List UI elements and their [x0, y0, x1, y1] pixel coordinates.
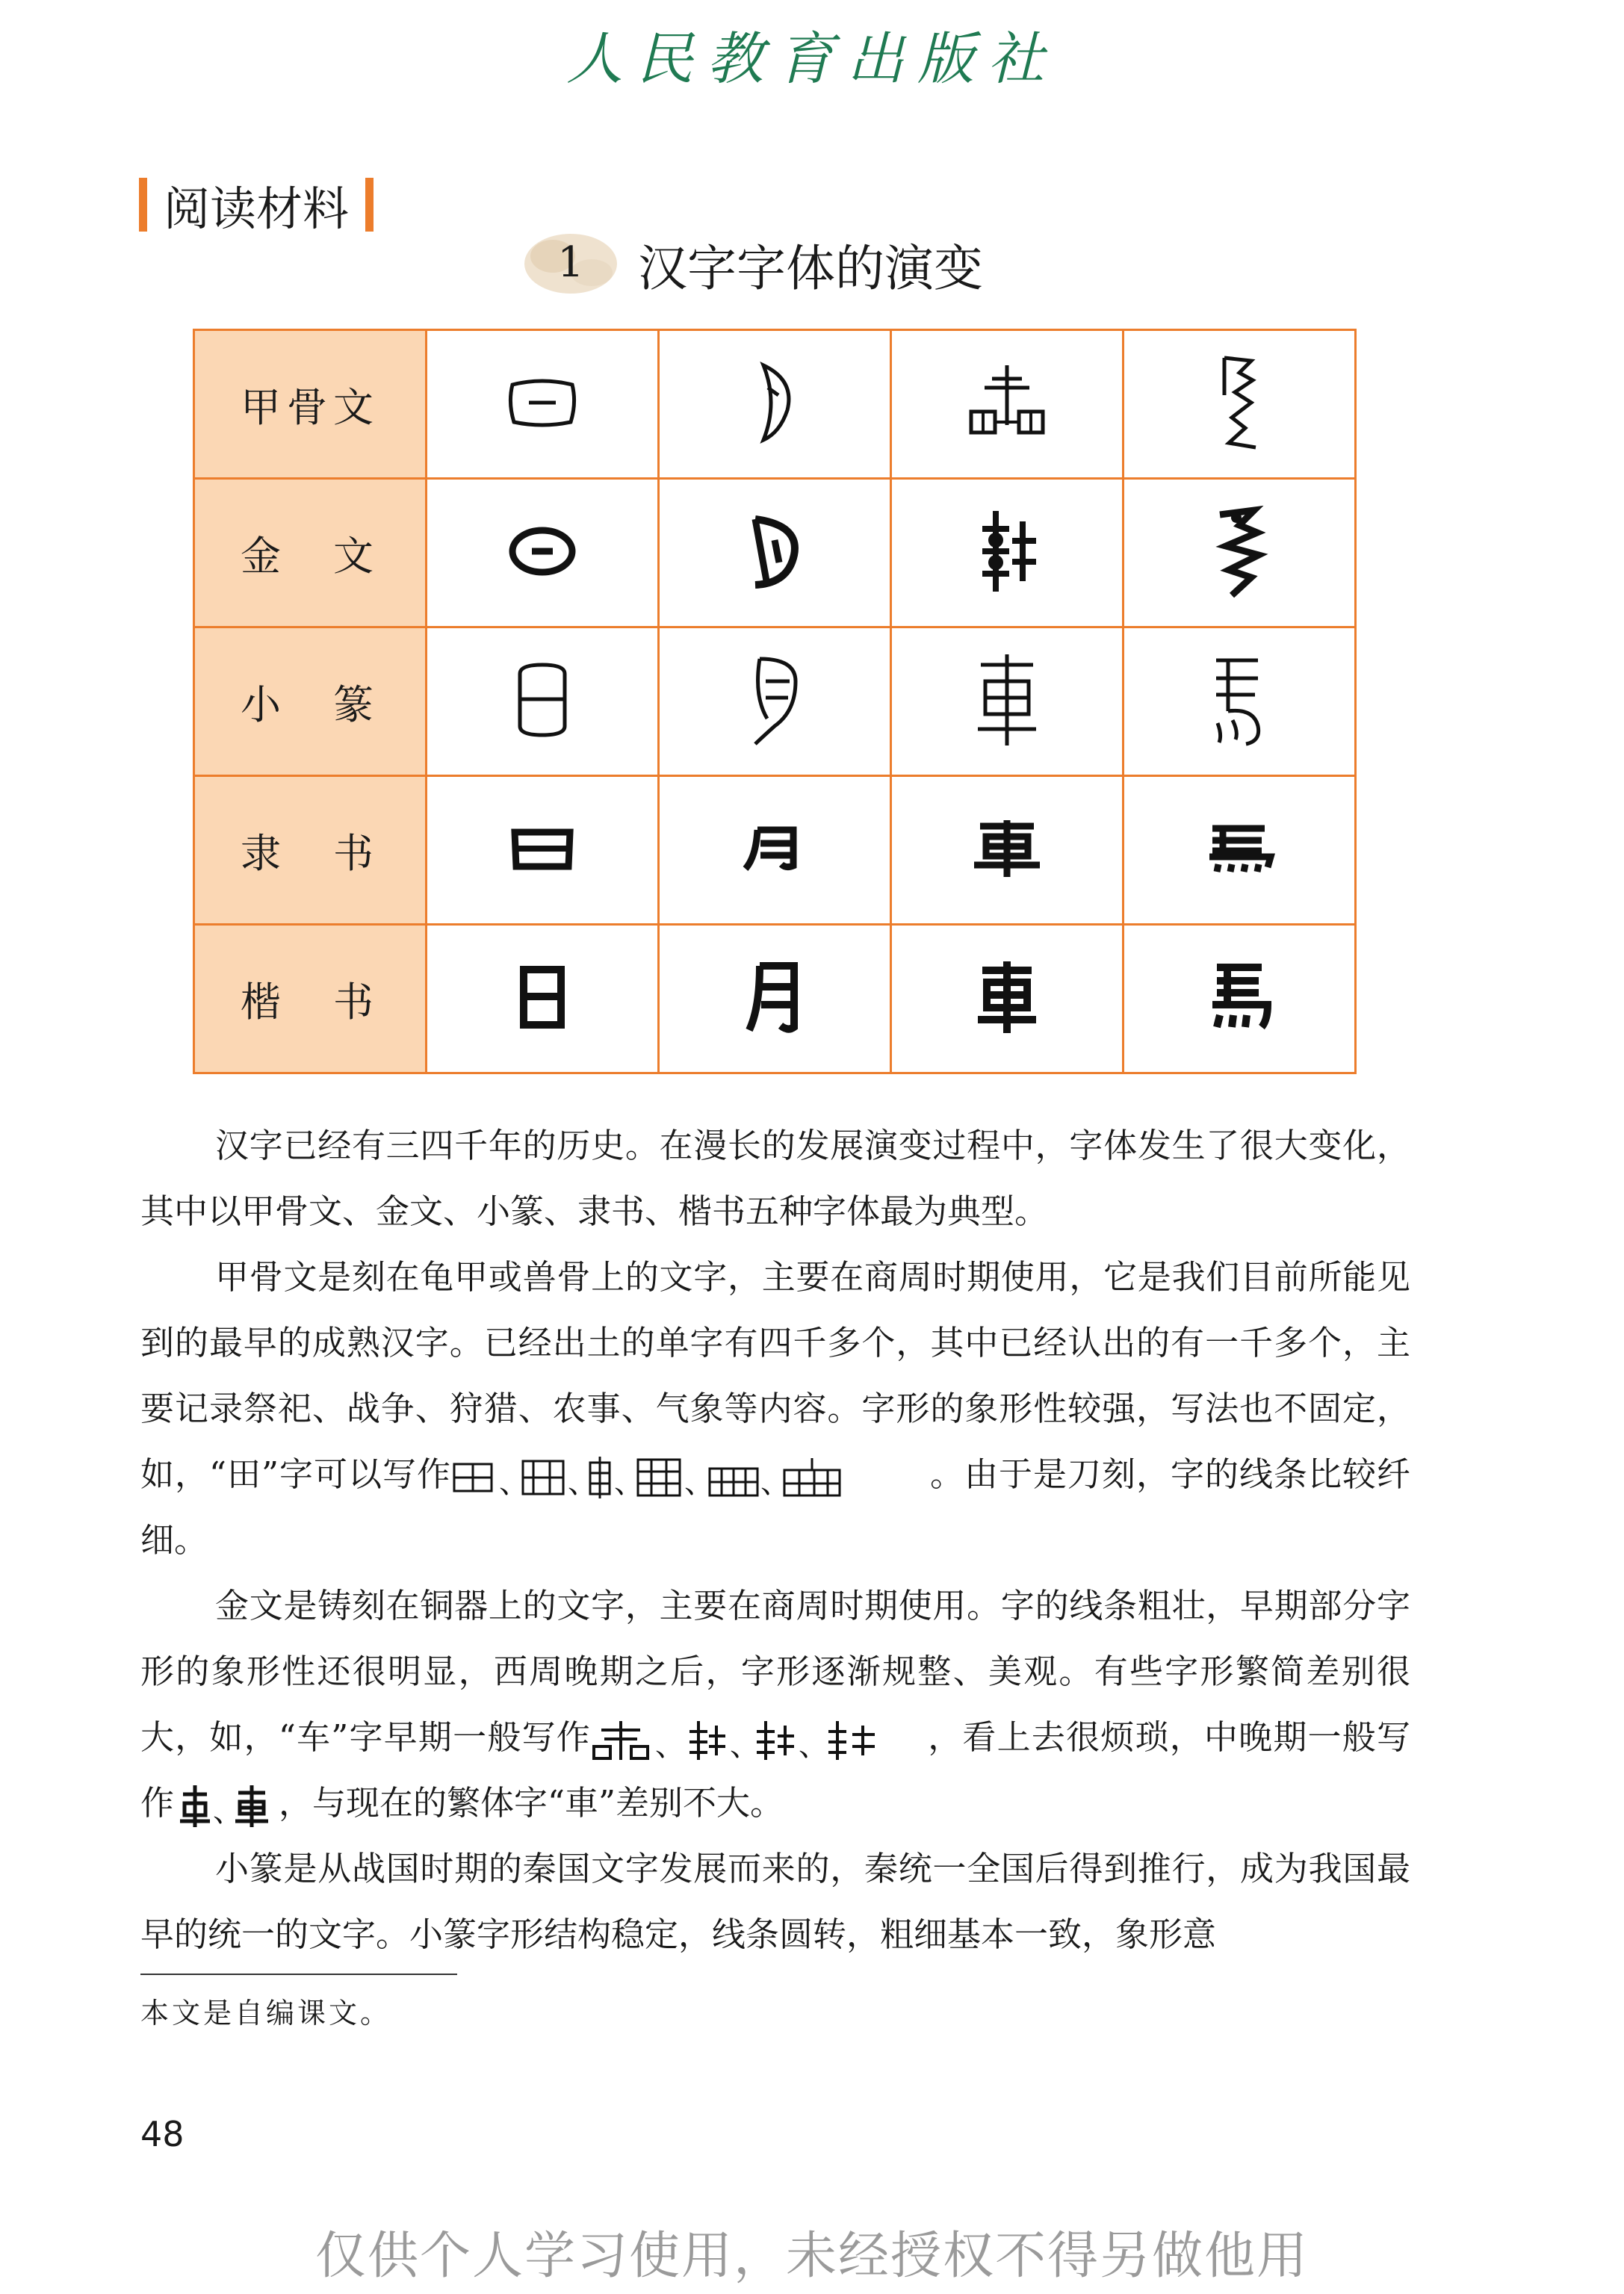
- tian-variant-glyphs: [451, 1455, 929, 1500]
- table-row: [194, 330, 1356, 479]
- bronze-ma-glyph: [1209, 503, 1269, 600]
- paragraph-text: 。由于是刀刻，字的线条比较纤细。: [140, 1454, 1410, 1560]
- paragraph-text: ，看上去很烦琐，中晚期一般写作: [140, 1717, 1410, 1823]
- bronze-che-glyph: [973, 506, 1041, 596]
- cell: [891, 776, 1124, 925]
- svg-text:、: 、: [730, 1728, 760, 1763]
- regular-ri-glyph: [516, 964, 568, 1031]
- small-seal-yue-glyph: [745, 651, 805, 748]
- regular-ma-glyph: [1202, 960, 1277, 1035]
- table-row: [194, 776, 1356, 925]
- che-early-variant-glyphs: [591, 1718, 927, 1763]
- svg-text:、: 、: [684, 1465, 714, 1500]
- clerical-ri-glyph: [509, 826, 576, 871]
- cell: [1124, 925, 1356, 1073]
- clerical-che-glyph: [970, 819, 1044, 878]
- table-row: [194, 627, 1356, 776]
- cell: [659, 627, 891, 776]
- footnote: 本文是自编课文。: [140, 1997, 392, 2030]
- cell: [427, 479, 659, 627]
- lesson-title: 汉字字体的演变: [638, 239, 983, 297]
- paragraph-oracle-bone: [140, 1244, 1410, 1573]
- svg-text:、: 、: [568, 1465, 598, 1500]
- cell: [891, 479, 1124, 627]
- cell: [891, 925, 1124, 1073]
- svg-text:、: 、: [213, 1794, 244, 1829]
- oracle-bone-ri-glyph: [505, 373, 580, 433]
- section-tag-right-bar: [365, 178, 374, 232]
- script-evolution-table: [193, 329, 1357, 1074]
- cell: [427, 330, 659, 479]
- cell: [891, 330, 1124, 479]
- svg-text:、: 、: [760, 1465, 790, 1500]
- table-row: [194, 479, 1356, 627]
- paragraph-small-seal: 小篆是从战国时期的秦国文字发展而来的，秦统一全国后得到推行，成为我国最早的统一的文字。小篆字形结构稳定，线条圆转，粗细基本一致，象形意: [140, 1849, 1410, 1954]
- cell: [659, 925, 891, 1073]
- row-header: 金 文: [194, 479, 427, 627]
- regular-che-glyph: [973, 960, 1041, 1035]
- paragraph-text: 金文是铸刻在铜器上的文字，主要在商周时期使用。字的线条粗壮，早期部分字形的象形性还很明显，西周晚期之后，字形逐渐规整、美观。有些字形繁简差别很大，如，“车”字早期一般写作: [140, 1586, 1410, 1757]
- cell: [891, 627, 1124, 776]
- paragraph-bronze: [140, 1573, 1410, 1836]
- small-seal-che-glyph: [973, 651, 1041, 748]
- footnote-divider: [140, 1974, 457, 1975]
- cell: [1124, 776, 1356, 925]
- oracle-bone-ma-glyph: [1209, 350, 1269, 455]
- cell: [659, 776, 891, 925]
- svg-text:、: 、: [614, 1465, 644, 1500]
- cell: [1124, 627, 1356, 776]
- bronze-ri-glyph: [505, 521, 580, 581]
- row-header: 隶 书: [194, 776, 427, 925]
- cell: [659, 479, 891, 627]
- row-header: 楷 书: [194, 925, 427, 1073]
- page-number: 48: [140, 2114, 185, 2154]
- cell: [427, 776, 659, 925]
- small-seal-ri-glyph: [512, 659, 572, 741]
- paragraph-text: 甲骨文是刻在龟甲或兽骨上的文字，主要在商周时期使用，它是我们目前所能见到的最早的成熟汉字。已经出土的单字有四千多个，其中已经认出的有一千多个，主要记录祭祀、战争、狩猎、农事、气象等内容。字形的象形性较强，写法也不固定，如，“田”字可以写作: [140, 1257, 1410, 1494]
- oracle-bone-che-glyph: [962, 358, 1052, 447]
- clerical-yue-glyph: [741, 822, 808, 875]
- section-tag: [139, 178, 374, 236]
- table-row: [194, 925, 1356, 1073]
- cell: [427, 627, 659, 776]
- watermark: 仅供个人学习使用，未经授权不得另做他用: [314, 2227, 1309, 2286]
- regular-yue-glyph: [745, 960, 805, 1035]
- lesson-number-badge: [523, 228, 619, 300]
- article-body: [140, 1113, 1410, 1968]
- section-tag-left-bar: [139, 178, 147, 232]
- cell: [1124, 479, 1356, 627]
- che-later-variant-glyphs: [174, 1784, 279, 1829]
- row-header: 小 篆: [194, 627, 427, 776]
- paragraph-text: ，与现在的繁体字“車”差别不大。: [279, 1783, 784, 1823]
- cell: [659, 330, 891, 479]
- clerical-ma-glyph: [1202, 822, 1277, 875]
- svg-text:、: 、: [499, 1465, 529, 1500]
- paragraph-intro: 汉字已经有三四千年的历史。在漫长的发展演变过程中，字体发生了很大变化，其中以甲骨文、金文、小篆、隶书、楷书五种字体最为典型。: [140, 1126, 1410, 1231]
- bronze-yue-glyph: [745, 510, 805, 592]
- cell: [1124, 330, 1356, 479]
- small-seal-ma-glyph: [1206, 651, 1273, 748]
- oracle-bone-yue-glyph: [749, 358, 801, 447]
- publisher-logo: 人民教育出版社: [566, 25, 1058, 92]
- lesson-heading: [523, 223, 983, 305]
- cell: [427, 925, 659, 1073]
- svg-text:、: 、: [655, 1728, 685, 1763]
- svg-text:、: 、: [799, 1728, 828, 1763]
- row-header: 甲骨文: [194, 330, 427, 479]
- lesson-number: 1: [557, 238, 584, 287]
- section-tag-label: 阅读材料: [164, 181, 350, 236]
